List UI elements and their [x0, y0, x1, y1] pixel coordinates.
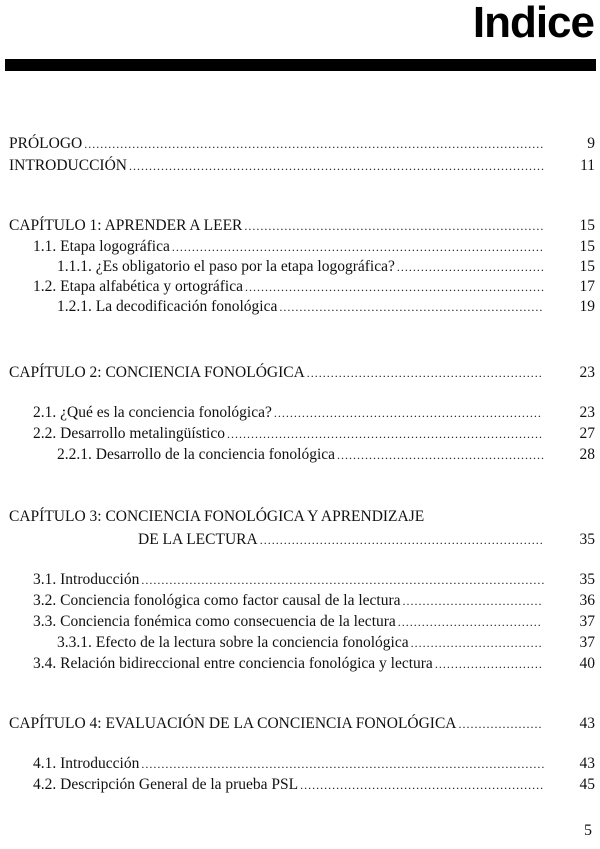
toc-entry-label: 1.2.1. La decodificación fonológica — [57, 298, 278, 315]
dot-leader: ..................... — [458, 717, 543, 731]
toc-entry-page: 15 — [579, 217, 595, 234]
page-title: Indice — [472, 0, 594, 47]
toc-entry-page: 28 — [579, 446, 595, 463]
dot-leader: ................................................................... — [273, 406, 542, 420]
dot-leader: ............................................................. — [300, 778, 545, 792]
toc-entry-label: CAPÍTULO 4: EVALUACIÓN DE LA CONCIENCIA FONOLÓGICA — [9, 715, 457, 732]
dot-leader: ................................... — [402, 594, 543, 608]
toc-entry-page: 23 — [579, 404, 595, 421]
toc-entry[interactable] — [0, 507, 595, 527]
dot-leader: .................................................................. — [279, 300, 544, 314]
toc-entry-page: 15 — [579, 258, 595, 275]
toc-entry-page: 35 — [579, 531, 595, 548]
toc-entry-page: 15 — [579, 238, 595, 255]
toc-entry[interactable] — [0, 257, 595, 277]
toc-entry-page: 9 — [587, 135, 595, 152]
dot-leader: ................................................................................................................... — [84, 137, 545, 151]
toc-entry-label: PRÓLOGO — [9, 135, 83, 152]
dot-leader: ........................... — [434, 657, 543, 671]
toc-entry-label: INTRODUCCIÓN — [9, 157, 127, 174]
toc-entry-page: 37 — [579, 613, 595, 630]
toc-entry[interactable] — [0, 134, 595, 154]
dot-leader: ............................................................................... — [227, 427, 543, 441]
toc-entry-label: CAPÍTULO 1: APRENDER A LEER — [9, 217, 243, 234]
toc-entry[interactable] — [0, 530, 595, 550]
dot-leader: .................................................... — [337, 448, 545, 462]
toc-entry[interactable] — [0, 654, 595, 674]
toc-entry[interactable] — [0, 237, 595, 257]
toc-entry-page: 43 — [579, 715, 595, 732]
toc-entry-label: 3.3.1. Efecto de la lectura sobre la conciencia fonológica — [57, 634, 409, 651]
toc-entry-page: 36 — [579, 592, 595, 609]
toc-entry[interactable] — [0, 445, 595, 465]
dot-leader: ....................................................................... — [259, 533, 544, 547]
toc-entry[interactable] — [0, 775, 595, 795]
dot-leader: .................................... — [397, 615, 542, 629]
toc-entry-label: CAPÍTULO 2: CONCIENCIA FONOLÓGICA — [9, 364, 305, 381]
toc-entry[interactable] — [0, 424, 595, 444]
toc-entry[interactable] — [0, 754, 595, 774]
dot-leader: ..................................................................................................... — [141, 757, 545, 771]
toc-entry[interactable] — [0, 277, 595, 297]
dot-leader: ............................................................................................. — [171, 240, 544, 254]
toc-entry-label: 1.1. Etapa logográfica — [33, 238, 170, 255]
toc-entry[interactable] — [0, 156, 595, 176]
toc-entry[interactable] — [0, 591, 595, 611]
dot-leader: ........................................................... — [306, 366, 543, 380]
toc-entry-label: DE LA LECTURA — [138, 531, 258, 548]
dot-leader: ..................................................................................................... — [141, 573, 545, 587]
toc-entry[interactable] — [0, 216, 595, 236]
toc-entry-page: 23 — [579, 364, 595, 381]
toc-entry[interactable] — [0, 714, 595, 734]
toc-entry-label: 1.1.1. ¿Es obligatorio el paso por la etapa logográfica? — [57, 258, 395, 275]
toc-entry-label: 4.2. Descripción General de la prueba PSL — [33, 776, 299, 793]
title-rule — [5, 59, 596, 71]
toc-entry-page: 37 — [579, 634, 595, 651]
toc-entry[interactable] — [0, 403, 595, 423]
toc-entry-label: 4.1. Introducción — [33, 755, 140, 772]
toc-entry-page: 19 — [579, 298, 595, 315]
dot-leader: ........................................................................... — [244, 219, 545, 233]
toc-entry-page: 17 — [579, 278, 595, 295]
toc-entry[interactable] — [0, 633, 595, 653]
toc-entry-label: 3.3. Conciencia fonémica como consecuencia de la lectura — [33, 613, 396, 630]
toc-entry[interactable] — [0, 612, 595, 632]
dot-leader: ........................................................................................................ — [128, 159, 545, 173]
toc-entry[interactable] — [0, 363, 595, 383]
dot-leader: ..................................... — [396, 260, 545, 274]
toc-entry-label: 2.1. ¿Qué es la conciencia fonológica? — [33, 404, 272, 421]
page-number: 5 — [584, 822, 592, 839]
toc-entry-label: 3.4. Relación bidireccional entre conciencia fonológica y lectura — [33, 655, 433, 672]
toc-entry-page: 11 — [580, 157, 595, 174]
toc-entry-label: 1.2. Etapa alfabética y ortográfica — [33, 278, 243, 295]
toc-entry-page: 35 — [579, 571, 595, 588]
toc-entry[interactable] — [0, 297, 595, 317]
toc-entry-label: 2.2. Desarrollo metalingüístico — [33, 425, 225, 442]
toc-entry-label: CAPÍTULO 3: CONCIENCIA FONOLÓGICA Y APRENDIZAJE — [9, 508, 425, 525]
toc-entry-page: 45 — [579, 776, 595, 793]
toc-entry-page: 40 — [579, 655, 595, 672]
toc-entry-page: 27 — [579, 425, 595, 442]
toc-entry-label: 2.2.1. Desarrollo de la conciencia fonológica — [57, 446, 336, 463]
toc-entry-page: 43 — [579, 755, 595, 772]
toc-entry[interactable] — [0, 570, 595, 590]
dot-leader: ........................................................................... — [245, 280, 545, 294]
toc-entry-label: 3.2. Conciencia fonológica como factor causal de la lectura — [33, 592, 401, 609]
toc-entry-label: 3.1. Introducción — [33, 571, 140, 588]
dot-leader: ................................. — [410, 636, 543, 650]
